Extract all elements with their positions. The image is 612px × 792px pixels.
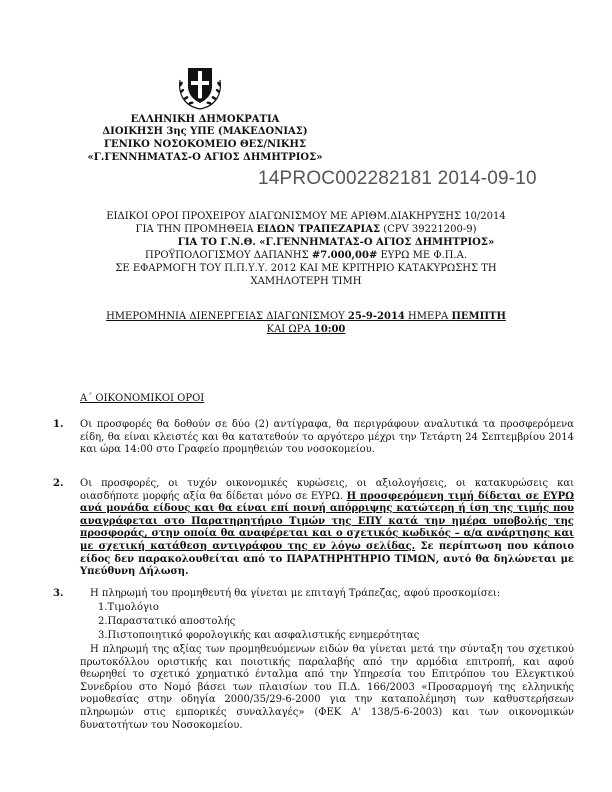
header-line-4: «Γ.ΓΕΝΝΗΜΑΤΑΣ-Ο ΑΓΙΟΣ ΔΗΜΗΤΡΙΟΣ» xyxy=(87,152,323,163)
title-line-4 xyxy=(40,249,572,262)
sub-item-1: 1.Τιμολόγιο xyxy=(98,602,159,613)
tender-date-prefix: ΗΜΕΡΟΜΗΝΙΑ ΔΙΕΝΕΡΓΕΙΑΣ ΔΙΑΓΩΝΙΣΜΟΥ xyxy=(106,311,348,322)
list-item-number: 1. xyxy=(53,419,64,430)
title-line-2-prefix: ΓΙΑ ΤΗΝ ΠΡΟΜΗΘΕΙΑ xyxy=(135,224,257,235)
list-item-text: Η πληρωμή του προμηθευτή θα γίνεται με επιταγή Τράπεζας, αφού προσκομίσει: xyxy=(90,588,501,599)
title-line-4-suffix: ΕΥΡΩ ΜΕ Φ.Π.Α. xyxy=(377,250,468,261)
list-item-text xyxy=(80,478,574,579)
tender-time-line xyxy=(40,323,572,336)
greek-coat-of-arms-icon xyxy=(174,60,226,112)
title-line-4-prefix: ΠΡΟΫΠΟΛΟΓΙΣΜΟΥ ΔΑΠΑΝΗΣ xyxy=(144,250,312,261)
title-line-3: ΓΙΑ ΤΟ Γ.Ν.Θ. «Γ.ΓΕΝΝΗΜΑΤΑΣ-Ο ΑΓΙΟΣ ΔΗΜΗΤΡΙΟΣ» xyxy=(177,237,495,248)
sub-item-3: 3.Πιστοποιητικό φορολογικής και ασφαλιστικής ενημερότητας xyxy=(98,630,420,641)
tender-day-value: ΠΕΜΠΤΗ xyxy=(451,311,506,322)
list-item-bold-text: Σε περίπτωση που κάποιο είδος δεν παρακολουθείται από το ΠΑΡΑΤΗΡΗΤΗΡΙΟ ΤΙΜΩΝ, αυτό θα δηλώνεται με Υπεύθυνη Δήλωση. xyxy=(80,540,575,578)
tender-time-value: 10:00 xyxy=(313,324,346,335)
title-line-4-bold: #7.000,00# xyxy=(311,250,378,261)
protocol-stamp: 14PROC002282181 2014-09-10 xyxy=(258,168,537,189)
title-line-2-suffix: (CPV 39221200-9) xyxy=(380,224,477,235)
list-item-emphasis-text: Η προσφερόμενη τιμή δίδεται σε ΕΥΡΩ ανά μονάδα είδους και θα είναι επί ποινή απόρριψης κατώτερη ή ίση της τιμής που αναγράφεται στο Παρατηρητήριο Τιμών της ΕΠΥ κατά την ημέρα υποβολής της προσφοράς, στην οποία θα αναφέρεται και ο σχετικός κωδικός – α/α ανάρτησης και με σχετική κατάθεση αντιγράφου της εν λόγω σελίδας. xyxy=(80,490,574,552)
header-line-3: ΓΕΝΙΚΟ ΝΟΣΟΚΟΜΕΙΟ ΘΕΣ/ΝΙΚΗΣ xyxy=(103,139,307,150)
list-item-number: 2. xyxy=(53,478,64,489)
tender-date-value: 25-9-2014 xyxy=(347,311,405,322)
section-title-financial-terms: Α΄ ΟΙΚΟΝΟΜΙΚΟΙ ΟΡΟΙ xyxy=(80,393,205,404)
title-line-5: ΣΕ ΕΦΑΡΜΟΓΗ ΤΟΥ Π.Π.Υ.Υ. 2012 ΚΑΙ ΜΕ ΚΡΙΤΗΡΙΟ ΚΑΤΑΚΥΡΩΣΗΣ ΤΗ xyxy=(115,263,497,274)
tender-day-prefix: ΗΜΕΡΑ xyxy=(404,311,452,322)
list-item-text: Οι προσφορές θα δοθούν σε δύο (2) αντίγραφα, θα περιγράφουν αναλυτικά τα προσφερόμενα είδη, θα είναι κλειστές και θα κατατεθούν το αργότερο μέχρι την Τετάρτη 24 Σεπτεμβρίου 2014 και ώρα 14:00 στο Γραφείο προμηθειών του νοσοκομείου. xyxy=(80,419,574,456)
title-line-6: ΧΑΜΗΛΟΤΕΡΗ ΤΙΜΗ xyxy=(250,276,362,287)
list-item-plain-text: Οι προσφορές, οι τυχόν οικονομικές κυρώσεις, οι αξιολογήσεις, οι κατακυρώσεις και οιασδήποτε μορφής αξία θα δίδεται μόνο σε ΕΥΡΩ. xyxy=(80,478,574,502)
header-line-1: ΕΛΛΗΝΙΚΗ ΔΗΜΟΚΡΑΤΙΑ xyxy=(130,114,280,125)
sub-item-2: 2.Παραστατικό αποστολής xyxy=(98,616,236,627)
header-line-2: ΔΙΟΙΚΗΣΗ 3ης ΥΠΕ (ΜΑΚΕΔΟΝΙΑΣ) xyxy=(102,126,308,137)
tender-date-line xyxy=(40,310,572,323)
tender-time-prefix: ΚΑΙ ΩΡΑ xyxy=(266,324,314,335)
title-line-1: ΕΙΔΙΚΟΙ ΟΡΟΙ ΠΡΟΧΕΙΡΟΥ ΔΙΑΓΩΝΙΣΜΟΥ ΜΕ ΑΡΙΘΜ.ΔΙΑΚΗΡΥΞΗΣ 10/2014 xyxy=(106,211,506,222)
title-line-2 xyxy=(40,223,572,236)
payment-paragraph: Η πληρωμή της αξίας των προμηθευόμενων ειδών θα γίνεται μετά την σύνταξη του σχετικού πρωτοκόλλου οριστικής και ποιοτικής παραλαβής από την αρμόδια επιτροπή, και αφού θεωρηθεί το σχετικό χρηματικό ένταλμα από την Υπηρεσία του Επιτρόπου του Ελεγκτικού Συνεδρίου στο Νομό βάσει των πλαισίων του Π.Δ. 166/2003 «Προσαρμογή της ελληνικής νομοθεσίας στην οδηγία 2000/35/29-6-2000 για την καταπολέμηση των καθυστερήσεων πληρωμών στις εμπορικές συναλλαγές» (ΦΕΚ Α' 138/5-6-2003) και των οικονομικών δυνατοτήτων του Νοσοκομείου. xyxy=(80,644,574,731)
list-item-number: 3. xyxy=(53,588,64,599)
title-line-2-bold: ΕΙΔΩΝ ΤΡΑΠΕΖΑΡΙΑΣ xyxy=(256,224,381,235)
